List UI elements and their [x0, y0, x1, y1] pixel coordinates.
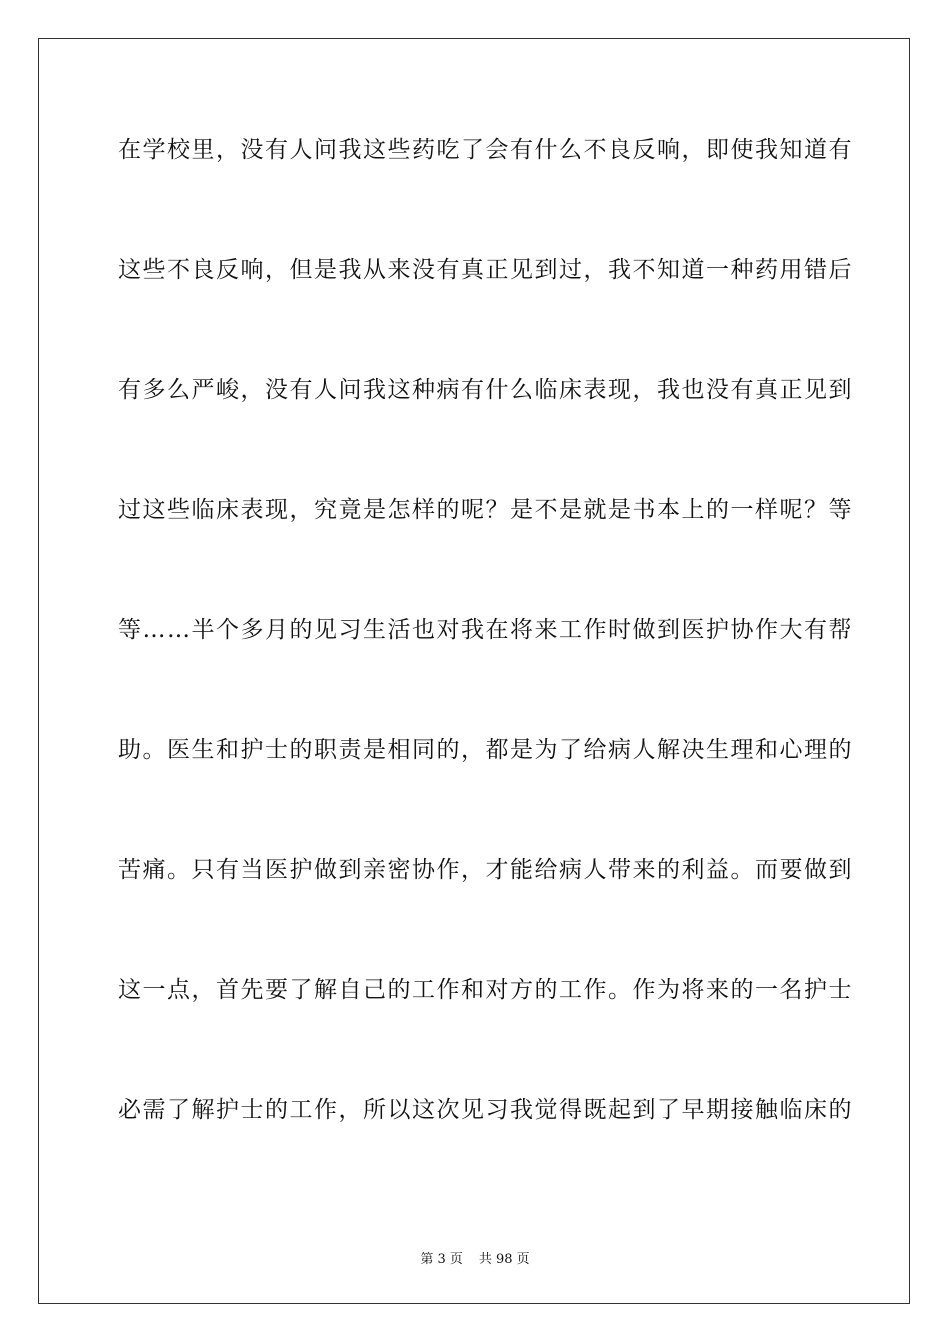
text-line-6: 助。医生和护士的职责是相同的，都是为了给病人解决生理和心理的	[118, 737, 853, 763]
document-body	[118, 124, 853, 1204]
text-line-5: 等……半个多月的见习生活也对我在将来工作时做到医护协作大有帮	[118, 617, 853, 643]
text-line-4: 过这些临床表现，究竟是怎样的呢？是不是就是书本上的一样呢？等	[118, 497, 853, 523]
text-line-3: 有多么严峻，没有人问我这种病有什么临床表现，我也没有真正见到	[118, 377, 853, 403]
text-line-1: 在学校里，没有人问我这些药吃了会有什么不良反响，即使我知道有	[118, 137, 853, 163]
text-line-2: 这些不良反响，但是我从来没有真正见到过，我不知道一种药用错后	[118, 257, 853, 283]
text-line-8: 这一点，首先要了解自己的工作和对方的工作。作为将来的一名护士	[118, 977, 853, 1003]
total-pages: 共 98 页	[478, 1252, 530, 1267]
text-line-9: 必需了解护士的工作，所以这次见习我觉得既起到了早期接触临床的	[118, 1097, 853, 1123]
text-line-7: 苦痛。只有当医护做到亲密协作，才能给病人带来的利益。而要做到	[118, 857, 853, 883]
page-number: 第 3 页	[420, 1252, 463, 1267]
page-footer	[0, 1248, 950, 1267]
